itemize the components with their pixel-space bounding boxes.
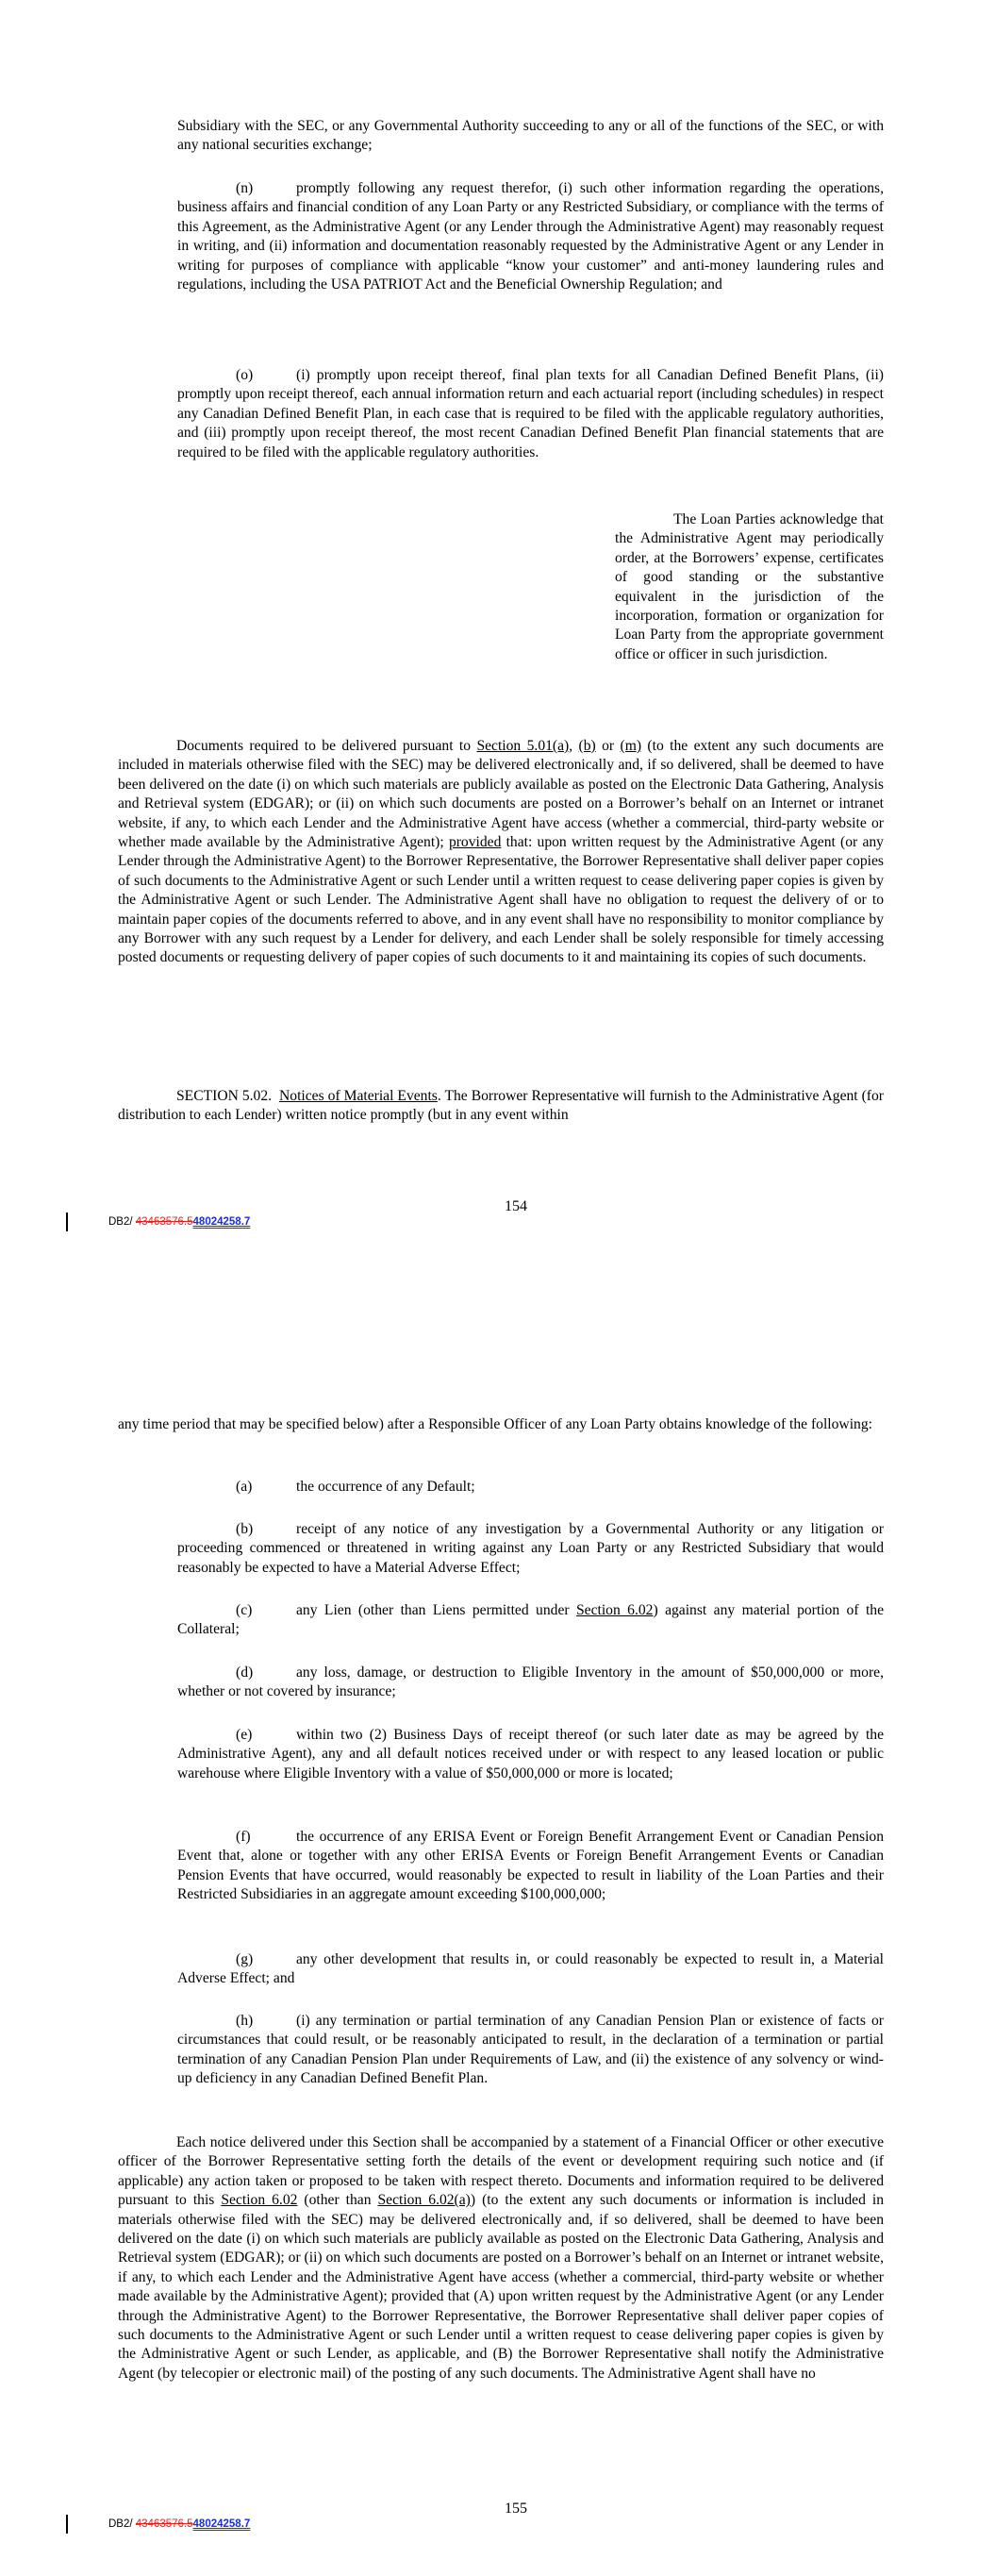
clause-d bbox=[177, 1664, 884, 1702]
paragraph-text: Subsidiary with the SEC, or any Governmental Authority succeeding to any or all of the functions of the SEC, or with any national securities exchange; bbox=[177, 118, 884, 154]
change-bar bbox=[66, 1213, 68, 1231]
section-reference-link[interactable]: (b) bbox=[578, 738, 596, 754]
clause-text: (i) promptly upon receipt thereof, final plan texts for all Canadian Defined Benefit Plans, (ii) promptly upon receipt thereof, each annual information return and each actuarial report (including schedules) in respect any Canadian Defined Benefit Plan, in each case that is required to be filed with the applicable regulatory authorities, and (iii) promptly upon receipt thereof, the most recent Canadian Defined Benefit Plan financial statements that are required to be filed with the applicable regulatory authorities. bbox=[177, 367, 884, 460]
text-span: (to the extent any such documents are included in materials otherwise filed with the SEC) may be delivered electronically and, if so delivered, shall be deemed to have been delivered on the date (i) on which such materials are publicly available as posted on the Electronic Data Gathering, Analysis and Retrieval system (EDGAR); or (ii) on which such documents are posted on a Borrower’s behalf on an Internet or intranet website, if any, to which each Lender and the Administrative Agent have access (whether a commercial, third-party website or whether made available by the Administrative Agent); bbox=[118, 738, 884, 851]
section-reference-link[interactable]: Section 5.01(a) bbox=[476, 738, 570, 754]
text-span: ) (to the extent any such documents or information is included in materials otherwise filed with the SEC) may be delivered electronically and, if so delivered, shall be deemed to have been delivered on the date (i) on which such materials are publicly available as posted on the Electronic Data Gathering, Analysis and Retrieval system (EDGAR); or (ii) on which such documents are posted on a Borrower’s behalf on an Internet or intranet website, if any, to which each Lender and the Administrative Agent have access (whether a commercial, third-party website or whether made available by the Administrative Agent); provided that (A) upon written request by the Administrative Agent (or any Lender through the Administrative Agent) to the Borrower Representative, the Borrower Representative shall deliver paper copies of such documents to the Administrative Agent or such Lender until a written request to cease delivering paper copies is given by the Administrative Agent or such Lender, as applicable, and (B) the Borrower Representative shall notify the Administrative Agent (by telecopier or electronic mail) of the posting of any such documents. The Administrative Agent shall have no bbox=[118, 2192, 884, 2382]
paragraph-loan-parties-acknowledge bbox=[615, 510, 884, 664]
paragraph-knowledge-intro bbox=[118, 1415, 884, 1434]
text-span: Documents required to be delivered pursuant to bbox=[176, 738, 477, 754]
text-span: , bbox=[569, 738, 579, 754]
clause-c bbox=[177, 1601, 884, 1640]
clause-label: (f) bbox=[236, 1829, 251, 1845]
clause-text: (i) any termination or partial termination of any Canadian Pension Plan or existence of facts or circumstances that could result, or be reasonably anticipated to result, in the declaration of a termination or partial termination of any Canadian Pension Plan under Requirements of Law, and (ii) the existence of any solvency or wind-up deficiency in any Canadian Defined Benefit Plan. bbox=[177, 2013, 884, 2087]
clause-h bbox=[177, 2012, 884, 2089]
paragraph-notice-statement bbox=[118, 2133, 884, 2384]
section-reference-link[interactable]: Section 6.02 bbox=[575, 1602, 654, 1618]
clause-label: (o) bbox=[236, 367, 254, 383]
clause-f bbox=[177, 1828, 884, 1905]
clause-label: (e) bbox=[236, 1727, 253, 1743]
doc-prefix: DB2/ bbox=[108, 2518, 136, 2530]
paragraph-text: . The Borrower Representative will furnish to the Administrative Agent (for distribution to each Lender) written notice promptly (but in any event within bbox=[118, 1088, 884, 1124]
page-number: 154 bbox=[505, 1198, 527, 1214]
section-title: Notices of Material Events bbox=[279, 1088, 438, 1104]
clause-text: any other development that results in, or could reasonably be expected to result in, a Material Adverse Effect; and bbox=[177, 1951, 884, 1987]
text-span: any Lien (other than Liens permitted under bbox=[296, 1602, 576, 1618]
clause-text: promptly following any request therefor, (i) such other information regarding the operations, business affairs and financial condition of any Loan Party or any Restricted Subsidiary, or compliance with the terms of this Agreement, as the Administrative Agent (or any Lender through the Administrative Agent) may reasonably request in writing, and (ii) information and documentation reasonably requested by the Administrative Agent or any Lender in writing for purposes of compliance with applicable “know your customer” and anti-money laundering rules and regulations, including the USA PATRIOT Act and the Beneficial Ownership Regulation; and bbox=[177, 180, 884, 293]
section-5-02-heading-paragraph bbox=[118, 1087, 884, 1126]
document-id-footer bbox=[108, 2518, 250, 2530]
clause-text: within two (2) Business Days of receipt thereof (or such later date as may be agreed by the Administrative Agent), any and all default notices received under or with respect to any leased location or public warehouse where Eligible Inventory with a value of $50,000,000 or more is located; bbox=[177, 1727, 884, 1781]
clause-label: (b) bbox=[236, 1521, 254, 1537]
clause-label: (d) bbox=[236, 1664, 254, 1681]
section-reference-link[interactable]: Section 6.02(a) bbox=[377, 2192, 471, 2209]
text-span: or bbox=[595, 738, 621, 754]
text-span: that: upon written request by the Administrative Agent (or any Lender through the Administrative Agent) to the Borrower Representative, the Borrower Representative shall deliver paper copies of such documents to the Administrative Agent or such Lender until a written request to cease delivering paper copies is given by the Administrative Agent or such Lender. The Administrative Agent shall have no obligation to request the delivery of or to maintain paper copies of the documents referred to above, and in any event shall have no responsibility to monitor compliance by any Borrower with any such request by a Lender for delivery, and each Lender shall be solely responsible for timely accessing posted documents or requesting delivery of paper copies of such documents to it and maintaining its copies of such documents. bbox=[118, 834, 884, 966]
paragraph-documents-delivery bbox=[118, 737, 884, 968]
clause-text: receipt of any notice of any investigation by a Governmental Authority or any litigation or proceeding commenced or threatened in writing against any Loan Party or any Restricted Subsidiary that would reasonably be expected to have a Material Adverse Effect; bbox=[177, 1521, 884, 1576]
clause-text: the occurrence of any ERISA Event or Foreign Benefit Arrangement Event or Canadian Pension Event that, alone or together with any other ERISA Events or Foreign Benefit Arrangement Events or Canadian Pension Events that have occurred, would reasonably be expected to result in liability of the Loan Parties and their Restricted Subsidiaries in an aggregate amount exceeding $100,000,000; bbox=[177, 1829, 884, 1903]
text-span: ) against any material portion of the Collateral; bbox=[177, 1602, 884, 1638]
deleted-doc-id: 43463576.5 bbox=[135, 2518, 193, 2530]
inserted-doc-id: 48024258.7 bbox=[192, 1216, 251, 1228]
clause-e bbox=[177, 1726, 884, 1783]
clause-a bbox=[177, 1478, 884, 1497]
paragraph-sec-filings-continued bbox=[177, 117, 884, 156]
inserted-doc-id: 48024258.7 bbox=[192, 2518, 251, 2530]
clause-g bbox=[177, 1950, 884, 1989]
page-number: 155 bbox=[505, 2501, 527, 2517]
defined-term-provided: provided bbox=[448, 834, 502, 851]
clause-b bbox=[177, 1520, 884, 1578]
section-reference-link[interactable]: (m) bbox=[620, 738, 642, 754]
clause-n bbox=[177, 179, 884, 294]
text-span: (other than bbox=[297, 2192, 378, 2209]
change-bar bbox=[66, 2515, 68, 2534]
text-span: Each notice delivered under this Section shall be accompanied by a statement of a Financial Officer or other executive officer of the Borrower Representative setting forth the details of the event or development requiring such notice and (if applicable) any action taken or proposed to be taken with respect thereto. Documents and information required to be delivered pursuant to this bbox=[118, 2134, 884, 2209]
clause-label: (a) bbox=[236, 1479, 253, 1495]
doc-prefix: DB2/ bbox=[108, 1216, 136, 1228]
clause-o bbox=[177, 366, 884, 462]
deleted-doc-id: 43463576.5 bbox=[135, 1216, 193, 1228]
clause-text: the occurrence of any Default; bbox=[296, 1479, 475, 1495]
clause-label: (h) bbox=[236, 2013, 254, 2029]
clause-label: (c) bbox=[236, 1602, 253, 1618]
clause-label: (g) bbox=[236, 1951, 254, 1967]
document-id-footer bbox=[108, 1216, 250, 1228]
section-number: SECTION 5.02. bbox=[176, 1088, 273, 1104]
clause-text: any loss, damage, or destruction to Eligible Inventory in the amount of $50,000,000 or more, whether or not covered by insurance; bbox=[177, 1664, 884, 1700]
paragraph-text: The Loan Parties acknowledge that the Administrative Agent may periodically order, at the Borrowers’ expense, certificates of good standing or the substantive equivalent in the jurisdiction of the incorporation, formation or organization for Loan Party from the appropriate government office or officer in such jurisdiction. bbox=[615, 511, 884, 662]
section-reference-link[interactable]: Section 6.02 bbox=[221, 2192, 298, 2209]
clause-label: (n) bbox=[236, 180, 254, 196]
paragraph-text: any time period that may be specified below) after a Responsible Officer of any Loan Party obtains knowledge of the following: bbox=[118, 1416, 872, 1432]
